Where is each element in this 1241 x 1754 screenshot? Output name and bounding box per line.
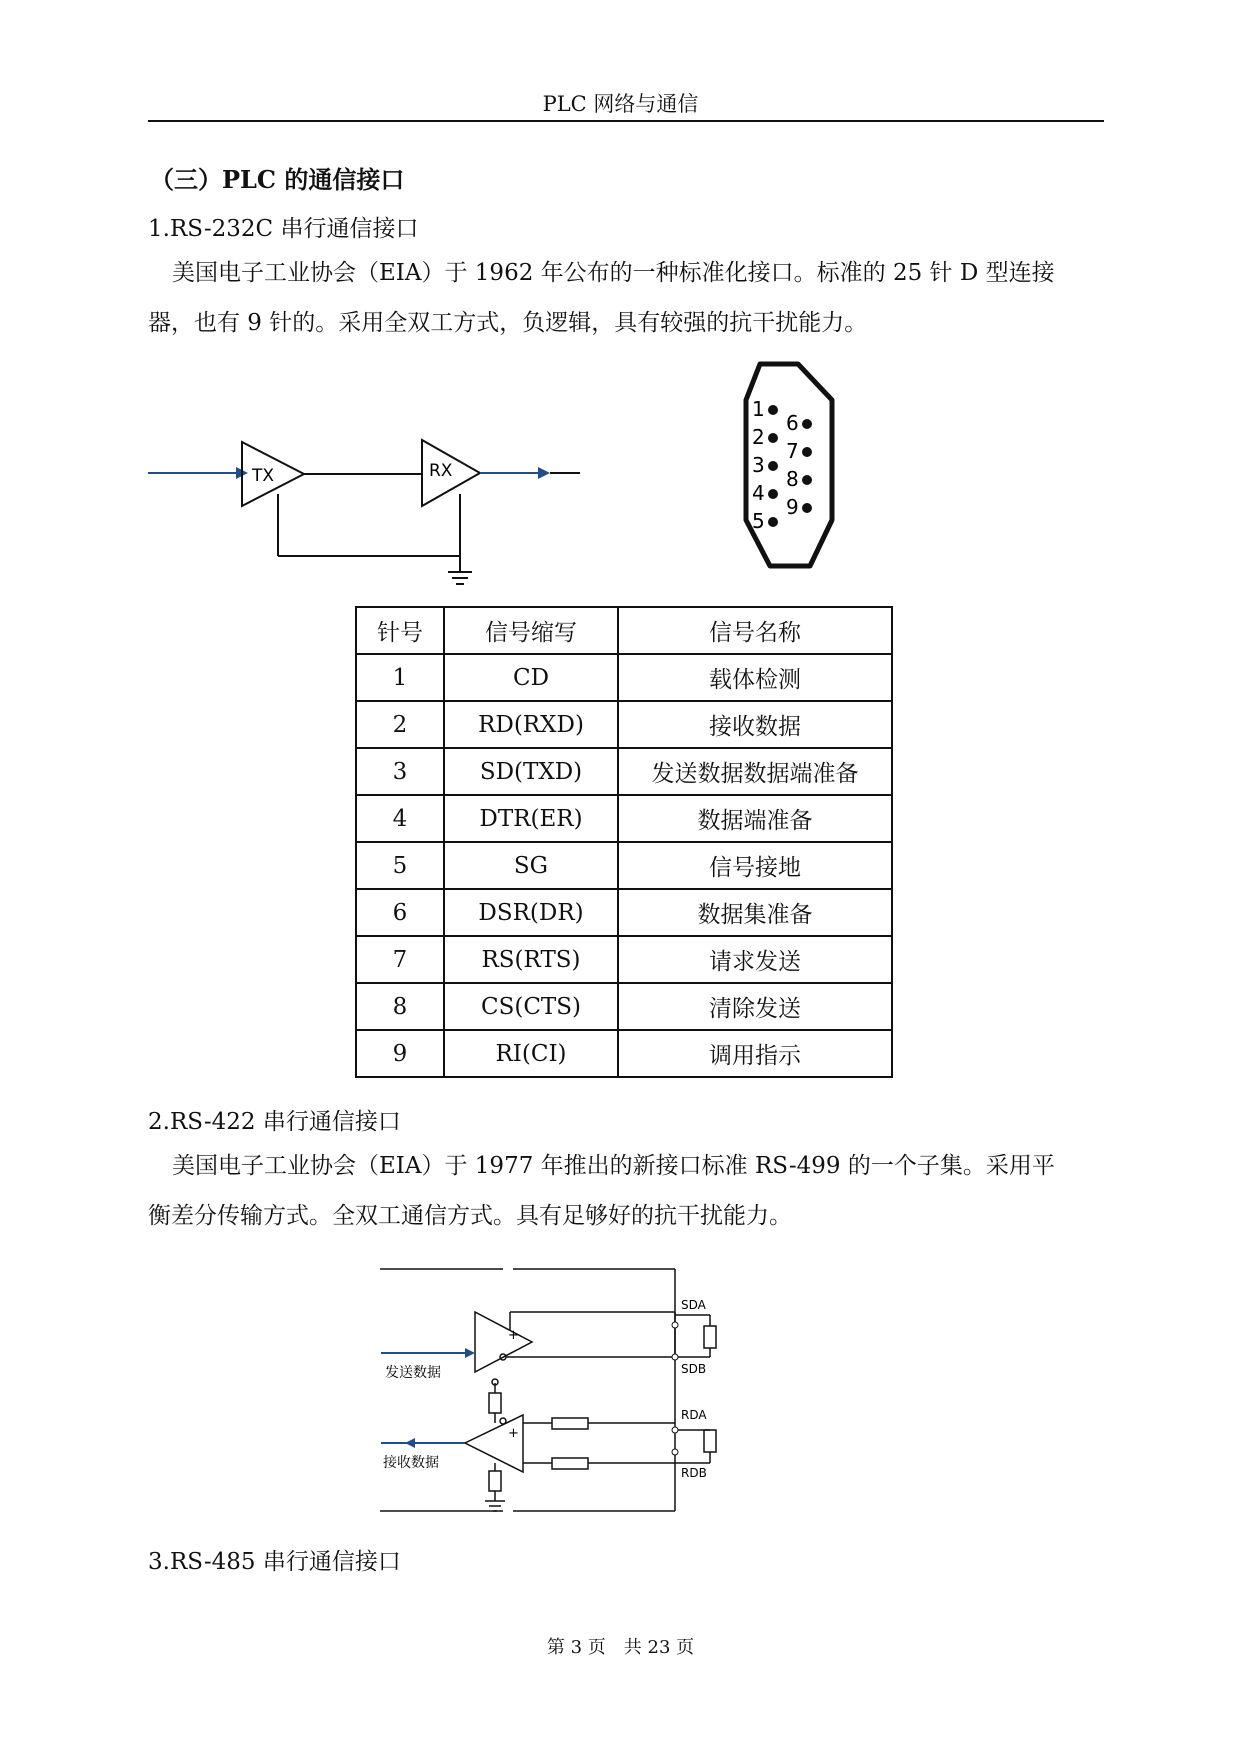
cell-pin: 5 [356, 842, 444, 889]
cell-name: 清除发送 [618, 983, 892, 1030]
pin-dot-2 [768, 433, 778, 443]
rda-junction [672, 1427, 678, 1433]
pin-dot-4 [768, 489, 778, 499]
cell-abbr: RI(CI) [444, 1030, 618, 1077]
pin-dot-9 [802, 503, 812, 513]
table-row [356, 1030, 892, 1077]
cell-name: 数据端准备 [618, 795, 892, 842]
rda-series-resistor [552, 1418, 588, 1429]
cell-abbr: DSR(DR) [444, 889, 618, 936]
rs422-paragraph [148, 1141, 1098, 1241]
pin-label-8: 8 [786, 467, 799, 491]
header-signal-abbr: 信号缩写 [444, 607, 618, 654]
cell-pin: 3 [356, 748, 444, 795]
cell-name: 接收数据 [618, 701, 892, 748]
recv-data-label: 接收数据 [383, 1455, 439, 1471]
bias-pulldown-resistor [489, 1471, 501, 1491]
pin-label-2: 2 [752, 425, 765, 449]
rs232-txrx-diagram [140, 420, 600, 600]
pin-dot-1 [768, 405, 778, 415]
cell-name: 请求发送 [618, 936, 892, 983]
cell-abbr: RD(RXD) [444, 701, 618, 748]
pin-dot-5 [768, 517, 778, 527]
rdb-junction [672, 1449, 678, 1455]
ground-icon [485, 1501, 505, 1511]
cell-pin: 1 [356, 654, 444, 701]
table-row [356, 842, 892, 889]
bias-pullup-resistor [489, 1393, 501, 1413]
ground-icon [448, 572, 472, 584]
receiver-plus-sign: + [508, 1426, 519, 1441]
header-rule [148, 120, 1104, 122]
pin-label-3: 3 [752, 453, 765, 477]
cell-name: 数据集准备 [618, 889, 892, 936]
pin-dot-3 [768, 461, 778, 471]
rs422-para-line2: 衡差分传输方式。全双工通信方式。具有足够好的抗干扰能力。 [148, 1203, 792, 1229]
tx-label: TX [252, 466, 275, 486]
cell-pin: 7 [356, 936, 444, 983]
cell-abbr: DTR(ER) [444, 795, 618, 842]
rs422-diagram [375, 1255, 735, 1517]
table-row [356, 654, 892, 701]
rs422-title: 2.RS-422 串行通信接口 [148, 1109, 401, 1135]
cell-pin: 2 [356, 701, 444, 748]
rs485-title: 3.RS-485 串行通信接口 [148, 1549, 401, 1575]
page-footer: 第 3 页 共 23 页 [546, 1637, 695, 1658]
driver-amplifier [475, 1312, 532, 1372]
rs232-paragraph [148, 248, 1098, 348]
cell-name: 载体检测 [618, 654, 892, 701]
pin-label-9: 9 [786, 495, 799, 519]
sdb-junction [672, 1354, 678, 1360]
cell-pin: 9 [356, 1030, 444, 1077]
sda-label: SDA [681, 1298, 706, 1312]
rs232-title: 1.RS-232C 串行通信接口 [148, 216, 419, 242]
table-row [356, 748, 892, 795]
header-pin-number: 针号 [356, 607, 444, 654]
section-heading: （三）PLC 的通信接口 [150, 165, 405, 194]
rs422-para-line1: 美国电子工业协会（EIA）于 1977 年推出的新接口标准 RS-499 的一个子集。采用平 [172, 1153, 1055, 1179]
sd-termination-resistor [704, 1326, 716, 1348]
send-arrow-icon [465, 1348, 475, 1358]
pin-dot-6 [802, 419, 812, 429]
rs232-para-line1: 美国电子工业协会（EIA）于 1962 年公布的一种标准化接口。标准的 25 针 D 型连接 [172, 260, 1055, 286]
cell-pin: 8 [356, 983, 444, 1030]
table-row [356, 983, 892, 1030]
rdb-series-resistor [552, 1458, 588, 1469]
pin-dot-8 [802, 475, 812, 485]
table-row [356, 795, 892, 842]
db9-connector [740, 360, 840, 572]
send-data-label: 发送数据 [385, 1365, 441, 1381]
receiver-invert-bubble [500, 1418, 506, 1424]
header-signal-name: 信号名称 [618, 607, 892, 654]
table-row [356, 701, 892, 748]
pin-label-1: 1 [752, 397, 765, 421]
rx-label: RX [429, 461, 453, 481]
pin-label-6: 6 [786, 411, 799, 435]
recv-arrow-icon [405, 1438, 415, 1448]
table-row [356, 936, 892, 983]
sda-junction [672, 1322, 678, 1328]
cell-abbr: CS(CTS) [444, 983, 618, 1030]
cell-name: 发送数据数据端准备 [618, 748, 892, 795]
cell-pin: 4 [356, 795, 444, 842]
rd-termination-resistor [704, 1430, 716, 1452]
driver-plus-sign: + [508, 1328, 519, 1343]
pin-dot-7 [802, 447, 812, 457]
rdb-label: RDB [681, 1466, 707, 1480]
pin-label-7: 7 [786, 439, 799, 463]
receiver-amplifier [465, 1415, 523, 1472]
table-header-row [356, 607, 892, 654]
rs232-pin-table [355, 606, 893, 1078]
cell-abbr: SG [444, 842, 618, 889]
page-header-title: PLC 网络与通信 [542, 92, 699, 116]
cell-abbr: RS(RTS) [444, 936, 618, 983]
pin-label-5: 5 [752, 509, 765, 533]
output-arrow-icon [538, 467, 550, 479]
cell-name: 信号接地 [618, 842, 892, 889]
pin-label-4: 4 [752, 481, 765, 505]
sdb-label: SDB [681, 1362, 707, 1376]
cell-pin: 6 [356, 889, 444, 936]
cell-abbr: CD [444, 654, 618, 701]
cell-abbr: SD(TXD) [444, 748, 618, 795]
rda-label: RDA [681, 1408, 707, 1422]
cell-name: 调用指示 [618, 1030, 892, 1077]
table-row [356, 889, 892, 936]
rs232-para-line2: 器，也有 9 针的。采用全双工方式，负逻辑，具有较强的抗干扰能力。 [148, 310, 868, 336]
